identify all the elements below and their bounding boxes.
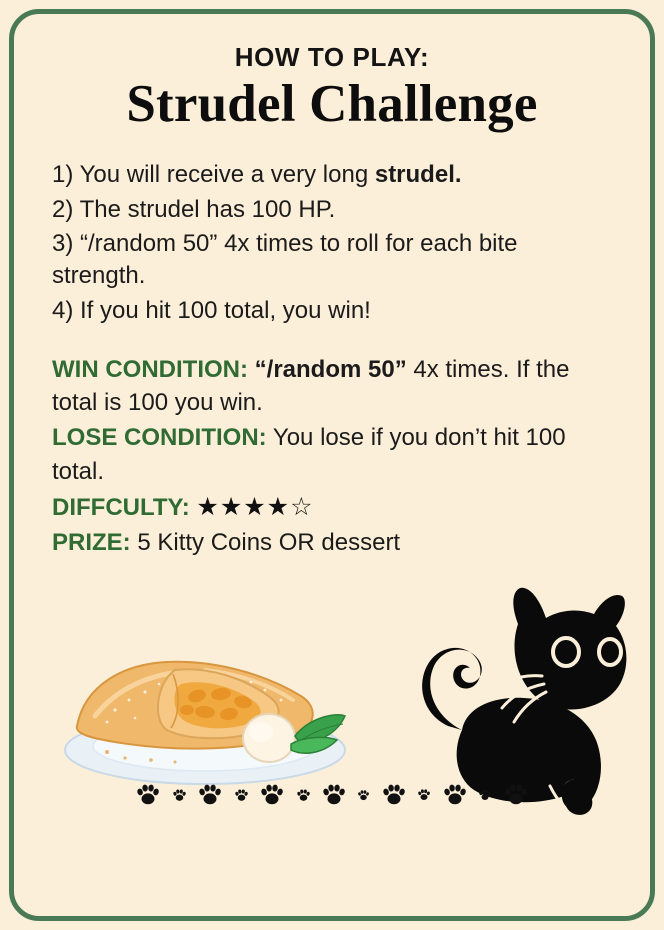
- win-condition-command: “/random 50”: [254, 356, 407, 384]
- difficulty-label: DIFFCULTY:: [52, 493, 190, 521]
- list-item: [52, 194, 612, 226]
- win-condition-label: WIN CONDITION:: [52, 356, 248, 384]
- paw-print-icon: [417, 786, 435, 803]
- conditions-block: [52, 353, 612, 559]
- rule-2-text: 2) The strudel has 100 HP.: [52, 195, 336, 223]
- lose-condition-text: You lose if you don’t hit 100 total.: [52, 424, 566, 485]
- paw-print-icon: [357, 786, 374, 803]
- paw-print-icon: [381, 786, 411, 803]
- paw-print-icon: [172, 786, 191, 803]
- list-item: [52, 228, 612, 293]
- card-kicker: HOW TO PLAY:: [234, 42, 430, 72]
- list-item: [52, 159, 612, 191]
- paw-print-icon: [296, 786, 315, 803]
- page-title: Strudel Challenge: [126, 75, 538, 133]
- rule-3-text: 3) “/random 50” 4x times to roll for each bite strength.: [52, 230, 518, 290]
- artwork-area: [0, 620, 664, 850]
- difficulty-row: [52, 490, 612, 525]
- paw-print-row: [0, 782, 664, 808]
- paw-print-icon: [234, 786, 253, 803]
- win-condition-text: 4x times. If the total is 100 you win.: [52, 356, 570, 417]
- paw-print-icon: [442, 786, 472, 803]
- list-item: [52, 295, 612, 327]
- rule-1-text: 1) You will receive a very long: [52, 161, 375, 189]
- lose-condition-label: LOSE CONDITION:: [52, 424, 267, 452]
- paw-print-icon: [135, 786, 165, 803]
- rules-list: [52, 159, 612, 327]
- paw-print-icon: [197, 786, 227, 803]
- difficulty-stars: ★★★★☆: [196, 492, 314, 521]
- apple-strudel-plate-illustration: [55, 640, 355, 795]
- lose-condition-row: [52, 421, 612, 487]
- paw-print-icon: [503, 786, 529, 803]
- prize-row: [52, 526, 612, 559]
- prize-label: PRIZE:: [52, 529, 131, 557]
- rule-1-emphasis: strudel.: [374, 161, 462, 189]
- win-condition-row: [52, 353, 612, 419]
- prize-text: 5 Kitty Coins OR dessert: [130, 529, 401, 557]
- rule-4-text: 4) If you hit 100 total, you win!: [52, 296, 371, 324]
- paw-print-icon: [478, 786, 496, 803]
- paw-print-icon: [321, 786, 351, 803]
- paw-print-icon: [259, 786, 289, 803]
